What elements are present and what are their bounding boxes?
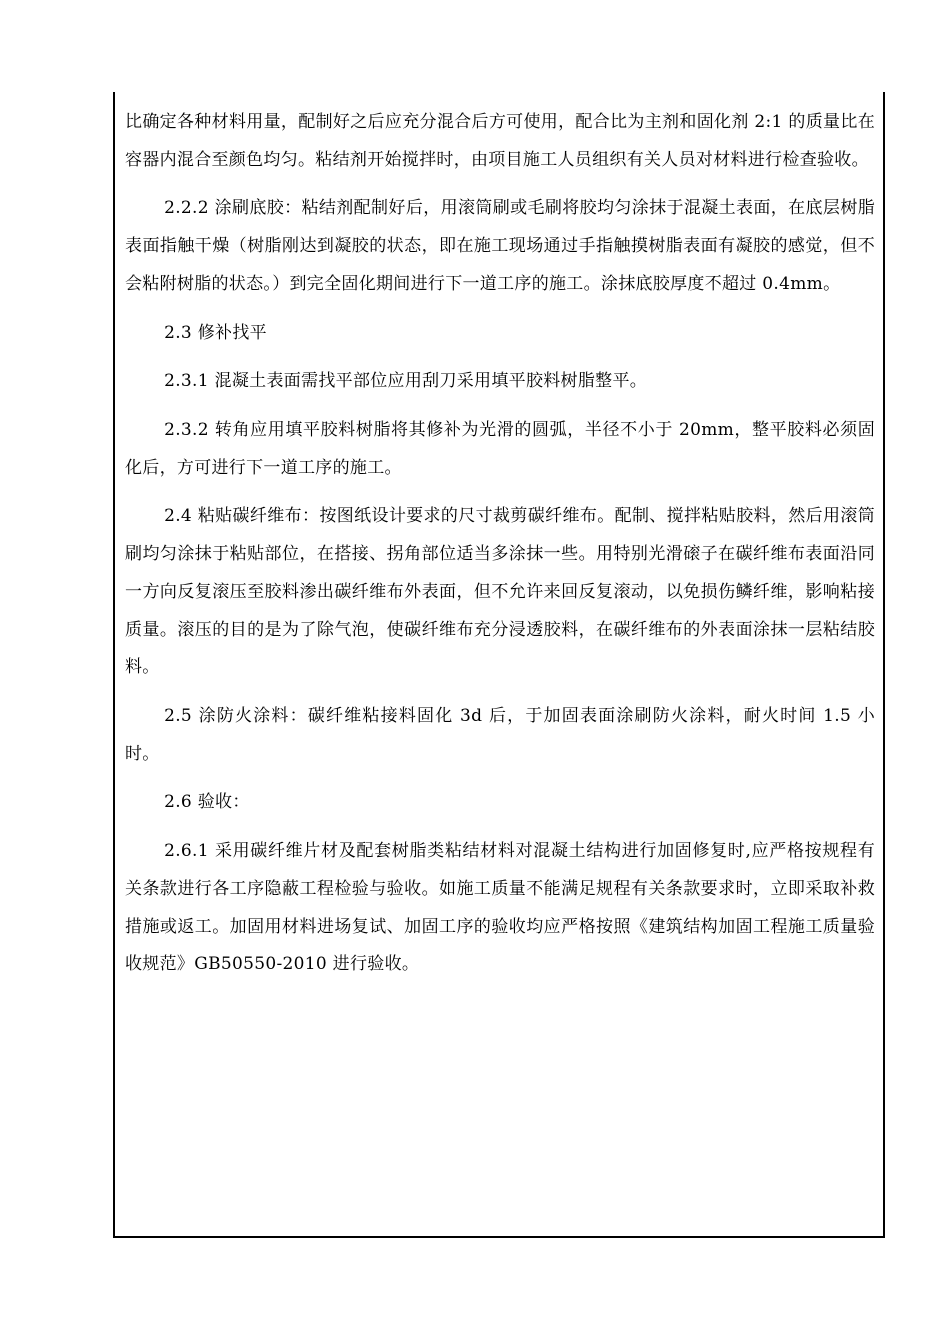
paragraph-2-6-1-acceptance: 2.6.1 采用碳纤维片材及配套树脂类粘结材料对混凝土结构进行加固修复时,应严格按规程有关条款进行各工序隐蔽工程检验与验收。如施工质量不能满足规程有关条款要求时，立即采取补救措施或返工。加固用材料进场复试、加固工序的验收均应严格按照《建筑结构加固工程施工质量验收规范》GB50550-2010 进行验收。 — [125, 840, 875, 975]
document-frame — [113, 92, 885, 1238]
paragraph-2-2-2-primer: 2.2.2 涂刷底胶：粘结剂配制好后，用滚筒刷或毛刷将胶均匀涂抹于混凝土表面，在底层树脂表面指触干燥（树脂刚达到凝胶的状态，即在施工现场通过手指触摸树脂表面有凝胶的感觉，但不会粘附树脂的状态。）到完全固化期间进行下一道工序的施工。涂抹底胶厚度不超过 0.4mm。 — [125, 198, 875, 294]
paragraph-2-3-heading: 2.3 修补找平 — [164, 322, 267, 343]
paragraph-2-4-carbon-fiber: 2.4 粘贴碳纤维布：按图纸设计要求的尺寸裁剪碳纤维布。配制、搅拌粘贴胶料，然后用滚筒刷均匀涂抹于粘贴部位，在搭接、拐角部位适当多涂抹一些。用特别光滑磙子在碳纤维布表面沿同一方向反复滚压至胶料渗出碳纤维布外表面，但不允许来回反复滚动，以免损伤鳞纤维，影响粘接质量。滚压的目的是为了除气泡，使碳纤维布充分浸透胶料，在碳纤维布的外表面涂抹一层粘结胶料。 — [125, 506, 875, 678]
paragraph-material-mixing: 比确定各种材料用量，配制好之后应充分混合后方可使用，配合比为主剂和固化剂 2:1 的质量比在容器内混合至颜色均匀。粘结剂开始搅拌时，由项目施工人员组织有关人员对材料进行检查验收。 — [125, 112, 875, 170]
paragraph-2-5-fireproof: 2.5 涂防火涂料：碳纤维粘接料固化 3d 后，于加固表面涂刷防火涂料，耐火时间 1.5 小时。 — [125, 705, 875, 764]
paragraph-2-3-2: 2.3.2 转角应用填平胶料树脂将其修补为光滑的圆弧，半径不小于 20mm，整平胶料必须固化后，方可进行下一道工序的施工。 — [125, 419, 875, 478]
paragraph-2-3-1: 2.3.1 混凝土表面需找平部位应用刮刀采用填平胶料树脂整平。 — [164, 371, 648, 392]
document-body — [125, 104, 875, 995]
paragraph-2-6-heading: 2.6 验收： — [164, 792, 250, 813]
